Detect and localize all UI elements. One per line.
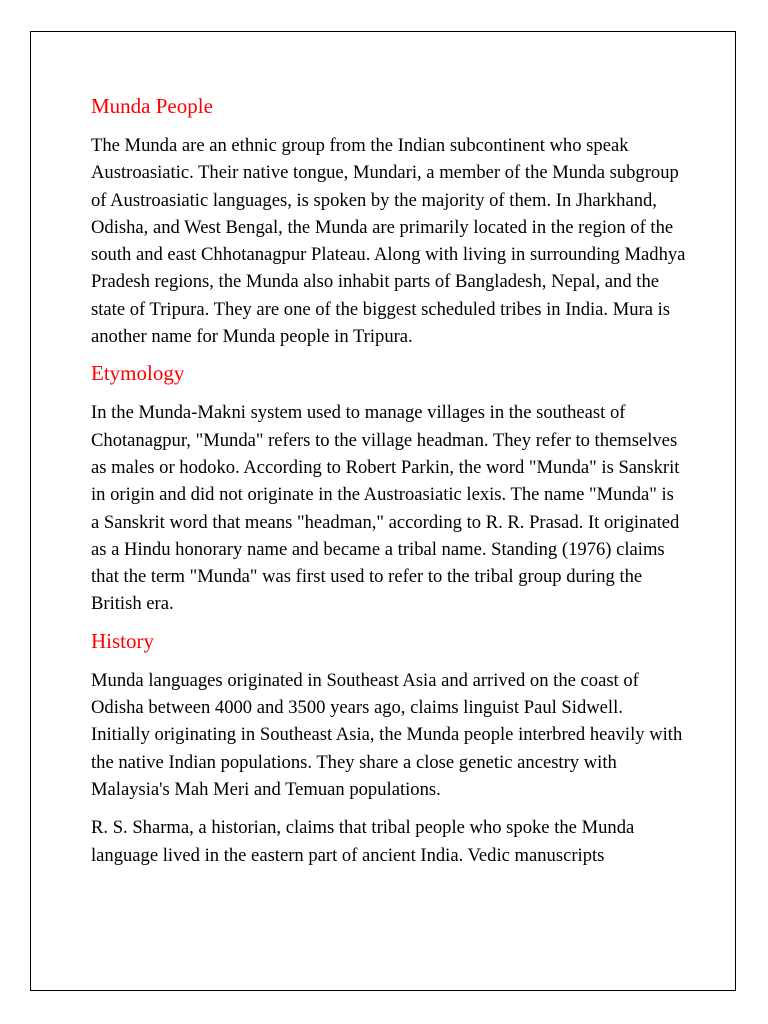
section-heading: Etymology <box>91 361 185 386</box>
section-heading: History <box>91 628 154 653</box>
paragraph: R. S. Sharma, a historian, claims that tribal people who spoke the Munda language lived in the eastern part of ancient India. Vedic manuscripts <box>91 817 635 866</box>
section-etymology <box>91 361 686 617</box>
paragraph: The Munda are an ethnic group from the Indian subcontinent who speak Austroasiatic. Their native tongue, Mundari, a member of the Munda subgroup of Austroasiatic languages, is spoken by the majority of them. In Jharkhand, Odisha, and West Bengal, the Munda are primarily located in the region of the south and east Chhotanagpur Plateau. Along with living in surrounding Madhya Pradesh regions, the Munda also inhabit parts of Bangladesh, Nepal, and the state of Tripura. They are one of the biggest scheduled tribes in India. Mura is another name for Munda people in Tripura. <box>91 135 686 348</box>
section-history <box>91 629 686 869</box>
section-heading: Munda People <box>91 94 213 118</box>
paragraph: In the Munda-Makni system used to manage villages in the southeast of Chotanagpur, "Munda" refers to the village headman. They refer to themselves as males or hodoko. According to Robert Parkin, the word "Munda" is Sanskrit in origin and did not originate in the Austroasiatic lexis. The name "Munda" is a Sanskrit word that means "headman," according to R. R. Prasad. It originated as a Hindu honorary name and became a tribal name. Standing (1976) claims that the term "Munda" was first used to refer to the tribal group during the British era. <box>91 402 680 615</box>
document-body <box>91 94 686 880</box>
document-page <box>30 31 736 991</box>
paragraph: Munda languages originated in Southeast Asia and arrived on the coast of Odisha between 4000 and 3500 years ago, claims linguist Paul Sidwell. Initially originating in Southeast Asia, the Munda people interbred heavily with the native Indian populations. They share a close genetic ancestry with Malaysia's Mah Meri and Temuan populations. <box>91 669 683 800</box>
section-munda-people <box>91 94 686 350</box>
